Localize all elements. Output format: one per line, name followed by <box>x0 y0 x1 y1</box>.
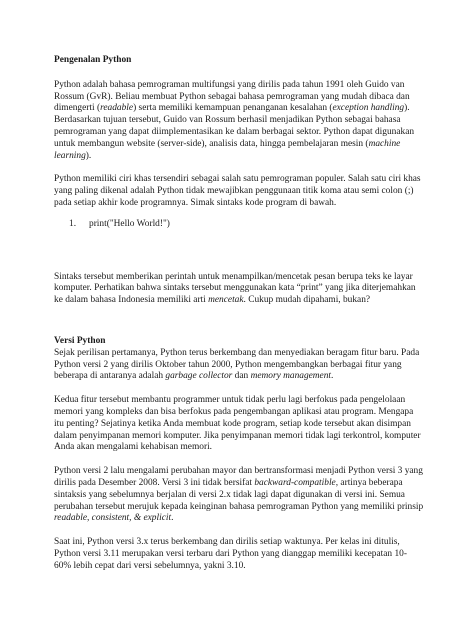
italic-term: exception handling <box>332 103 405 114</box>
paragraph <box>54 466 424 525</box>
text-run: Sintaks tersebut memberikan perintah untuk menampilkan/mencetak pesan berupa teks ke layar komputer. Perhatikan bahwa sintaks tersebut menggunakan kata “print” yang jika diterjemahkan ke dalam bahasa Indonesia memiliki arti <box>54 271 416 306</box>
code-line: print("Hello World!") <box>89 218 170 229</box>
italic-term: readable <box>100 103 134 114</box>
section-heading: Pengenalan Python <box>54 55 132 65</box>
italic-term: mencetak <box>208 295 244 306</box>
list-item <box>69 219 424 231</box>
section-versi-python <box>54 336 424 573</box>
section-heading: Versi Python <box>54 335 106 346</box>
code-list <box>54 219 424 231</box>
paragraph <box>54 272 424 307</box>
paragraph: Kedua fitur tersebut membantu programmer untuk tidak perlu lagi berfokus pada pengelolaan memori yang kompleks dan bisa berfokus pada pengembangan aplikasi atau program. Mengapa itu penting? Sejatinya ketika Anda membuat kode program, setiap kode tersebut akan disimpan dalam penyimpanan memori komputer. Jika penyimpanan memori tidak lagi terkontrol, komputer Anda akan mengalami kehabisan memori. <box>54 395 421 453</box>
italic-term: garbage collector <box>165 371 233 382</box>
text-run: Sejak perilisan pertamanya, Python terus berkembang dan menyediakan beragam fitur baru. Pada Python versi 2 yang dirilis Oktober tahun 2000, Python mengembangkan berbagai fitur yang beberapa di antaranya adalah <box>54 347 420 382</box>
paragraph: Python memiliki ciri khas tersendiri sebagai salah satu pemrograman populer. Salah satu ciri khas yang paling dikenal adalah Python tidak mewajibkan penggunaan titik koma atau semi colon (;) pada setiap akhir kode programnya. Simak sintaks kode program di bawah. <box>54 174 421 208</box>
text-run: dan <box>232 371 251 382</box>
paragraph <box>54 80 424 163</box>
text-run: , artinya beberapa sintaksis yang sebelumnya berjalan di versi 2.x tidak lagi dapat digunakan di versi ini. Semua perubahan tersebut merujuk kepada keinginan bahasa pemrograman Python yang memiliki prinsip <box>54 477 424 512</box>
italic-term: memory management <box>250 371 332 382</box>
italic-term: readable, consistent, & explicit <box>54 513 172 524</box>
text-run: ). Berdasarkan tujuan tersebut, Guido van Rossum berhasil menjadikan Python sebagai bahasa pemrograman yang dapat diimplementasikan ke dalam berbagai sektor. Python dapat digunakan untuk membangun website (server-side), analisis data, hingga pembelajaran mesin ( <box>54 103 415 149</box>
section-pengenalan-python <box>54 55 424 307</box>
text-run: Python versi 2 lalu mengalami perubahan mayor dan bertransformasi menjadi Python versi 3 yang dirilis pada Desember 2008. Versi 3 ini tidak bersifat <box>54 466 423 488</box>
text-run: ). <box>85 150 92 161</box>
italic-term: machine learning <box>54 138 401 161</box>
text-run: . Cukup mudah dipahami, bukan? <box>243 295 371 306</box>
paragraph <box>54 348 424 383</box>
text-run: . <box>331 371 334 382</box>
paragraph: Saat ini, Python versi 3.x terus berkembang dan dirilis setiap waktunya. Per kelas ini ditulis, Python versi 3.11 merupakan versi terbaru dari Python yang dianggap memiliki kecepatan 10-60% lebih cepat dari versi sebelumnya, yakni 3.10. <box>54 537 407 571</box>
page-content <box>54 55 424 585</box>
italic-term: backward-compatible <box>254 477 336 488</box>
text-run: Python adalah bahasa pemrograman multifungsi yang dirilis pada tahun 1991 oleh Guido van Rossum (GvR). Beliau membuat Python sebagai bahasa pemrograman yang mudah dibaca dan dimengerti ( <box>54 79 410 114</box>
list-number: 1. <box>69 218 77 229</box>
text-run: . <box>171 513 174 524</box>
text-run: ) serta memiliki kemampuan penanganan kesalahan ( <box>133 103 333 114</box>
